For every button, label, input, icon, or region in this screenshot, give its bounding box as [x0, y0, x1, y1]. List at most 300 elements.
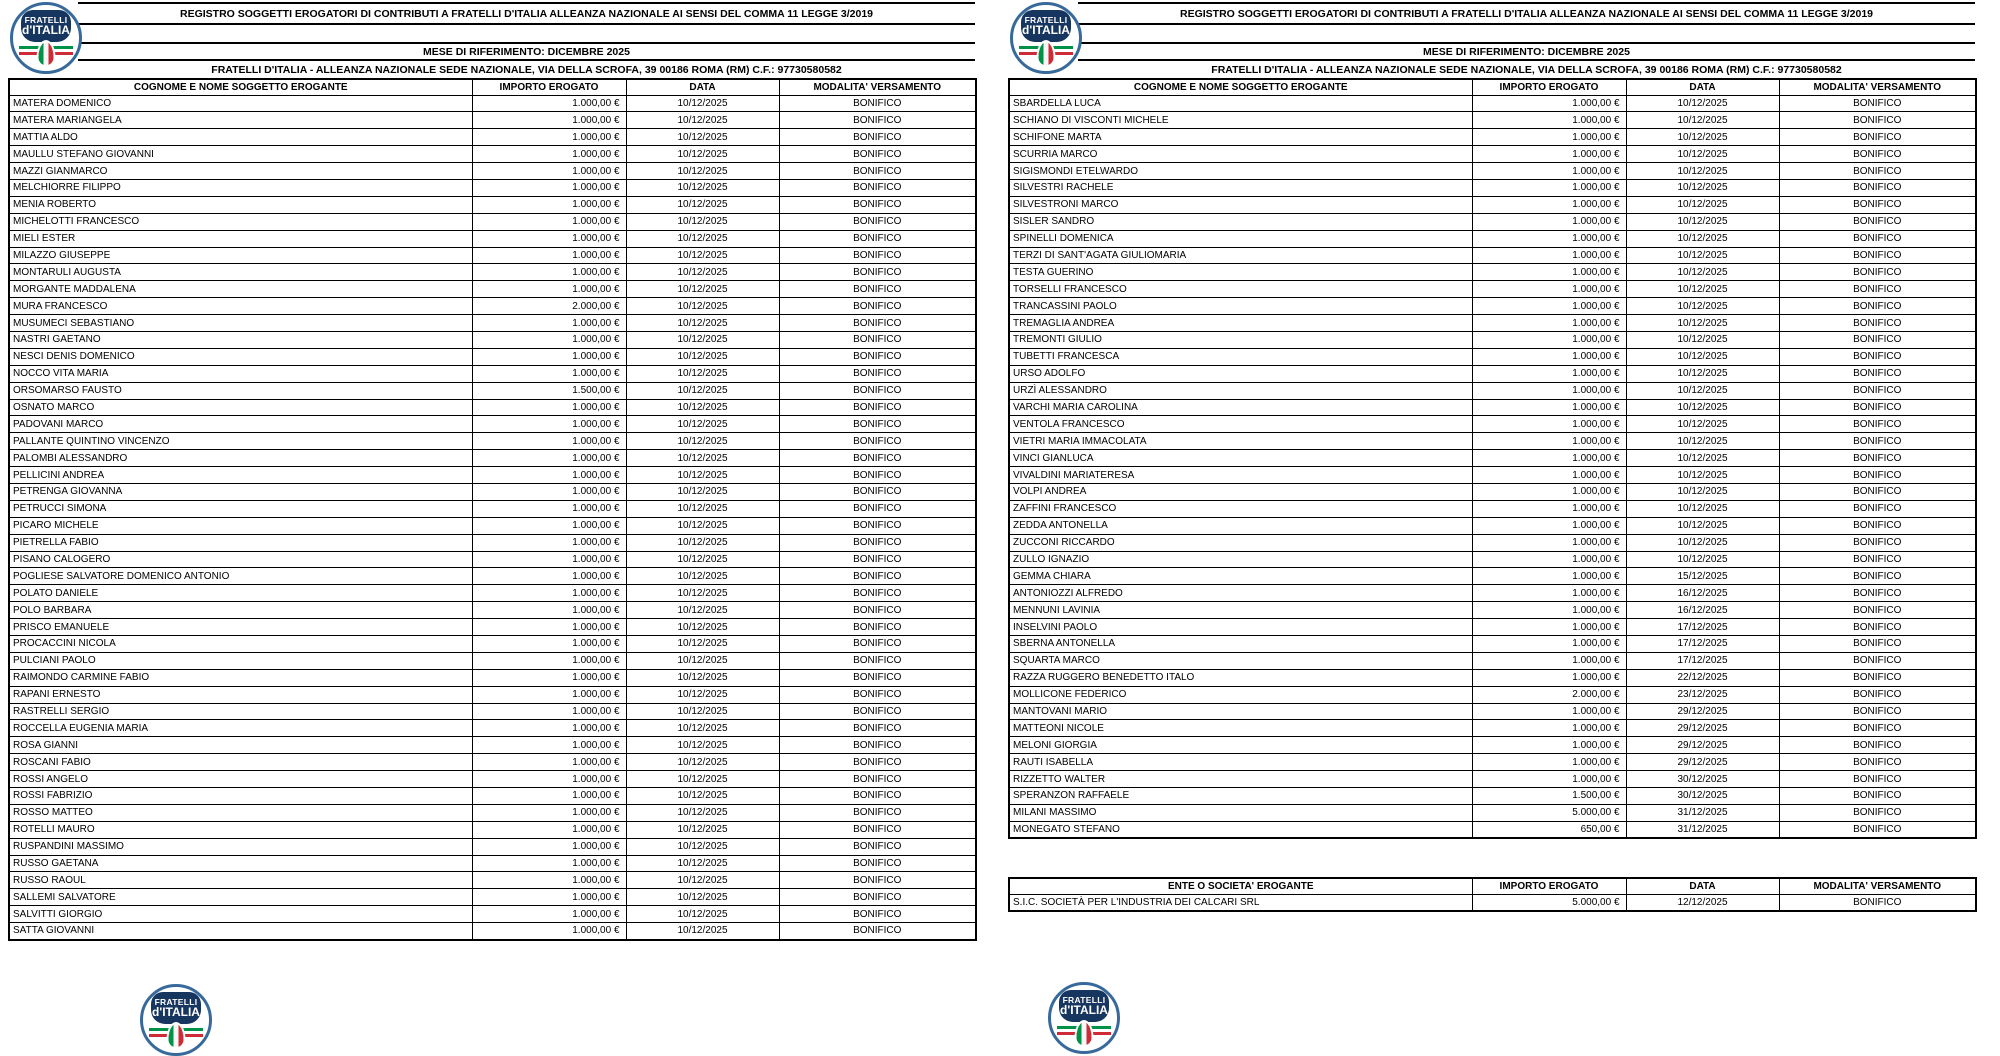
date-cell: 10/12/2025	[626, 348, 779, 365]
date-cell: 15/12/2025	[1626, 568, 1779, 585]
table-row	[1009, 450, 1976, 467]
amount-cell: 1.000,00 €	[1472, 754, 1626, 771]
amount-cell: 1.000,00 €	[1472, 264, 1626, 281]
table-row	[9, 450, 976, 467]
col-header-name: COGNOME E NOME SOGGETTO EROGANTE	[1009, 79, 1472, 95]
amount-cell: 2.000,00 €	[472, 298, 626, 315]
table-row	[1009, 196, 1976, 213]
date-cell: 10/12/2025	[626, 450, 779, 467]
name-cell: PICARO MICHELE	[9, 517, 472, 534]
amount-cell: 1.000,00 €	[1472, 416, 1626, 433]
date-cell: 10/12/2025	[626, 500, 779, 517]
name-cell: PALOMBI ALESSANDRO	[9, 450, 472, 467]
method-cell: BONIFICO	[779, 95, 976, 112]
amount-cell: 1.000,00 €	[472, 247, 626, 264]
name-cell: SBERNA ANTONELLA	[1009, 636, 1472, 653]
amount-cell: 1.000,00 €	[472, 483, 626, 500]
date-cell: 10/12/2025	[626, 196, 779, 213]
method-cell: BONIFICO	[1779, 737, 1976, 754]
amount-cell: 1.000,00 €	[1472, 433, 1626, 450]
date-cell: 10/12/2025	[626, 146, 779, 163]
date-cell: 10/12/2025	[626, 298, 779, 315]
name-cell: MELCHIORRE FILIPPO	[9, 179, 472, 196]
table-row	[1009, 348, 1976, 365]
date-cell: 10/12/2025	[1626, 264, 1779, 281]
method-cell: BONIFICO	[779, 315, 976, 332]
date-cell: 10/12/2025	[1626, 95, 1779, 112]
logo-line2: d'ITALIA	[22, 23, 70, 38]
amount-cell: 1.000,00 €	[472, 551, 626, 568]
date-cell: 10/12/2025	[626, 95, 779, 112]
amount-cell: 1.000,00 €	[472, 703, 626, 720]
date-cell: 10/12/2025	[626, 551, 779, 568]
amount-cell: 1.000,00 €	[472, 906, 626, 923]
method-cell: BONIFICO	[1779, 534, 1976, 551]
method-cell: BONIFICO	[779, 298, 976, 315]
reference-month: MESE DI RIFERIMENTO: DICEMBRE 2025	[78, 44, 975, 61]
table-row	[1009, 281, 1976, 298]
name-cell: VIETRI MARIA IMMACOLATA	[1009, 433, 1472, 450]
name-cell: OSNATO MARCO	[9, 399, 472, 416]
logo-wordmark	[1021, 10, 1071, 42]
date-cell: 10/12/2025	[1626, 331, 1779, 348]
amount-cell: 1.000,00 €	[472, 112, 626, 129]
amount-cell: 1.000,00 €	[472, 889, 626, 906]
amount-cell: 1.000,00 €	[1472, 602, 1626, 619]
amount-cell: 1.000,00 €	[472, 146, 626, 163]
date-cell: 10/12/2025	[1626, 247, 1779, 264]
table-row	[1009, 703, 1976, 720]
method-cell: BONIFICO	[1779, 382, 1976, 399]
date-cell: 10/12/2025	[626, 636, 779, 653]
name-cell: ROSSI ANGELO	[9, 771, 472, 788]
method-cell: BONIFICO	[779, 619, 976, 636]
date-cell: 10/12/2025	[626, 602, 779, 619]
name-cell: PETRUCCI SIMONA	[9, 500, 472, 517]
table-row	[1009, 365, 1976, 382]
method-cell: BONIFICO	[1779, 348, 1976, 365]
table-row	[9, 163, 976, 180]
amount-cell: 1.000,00 €	[1472, 450, 1626, 467]
table-row	[1009, 652, 1976, 669]
name-cell: VIVALDINI MARIATERESA	[1009, 467, 1472, 484]
table-row	[1009, 669, 1976, 686]
date-cell: 10/12/2025	[1626, 129, 1779, 146]
table-row	[1009, 247, 1976, 264]
name-cell: MILANI MASSIMO	[1009, 804, 1472, 821]
method-cell: BONIFICO	[1779, 315, 1976, 332]
name-cell: SISLER SANDRO	[1009, 213, 1472, 230]
amount-cell: 1.000,00 €	[1472, 213, 1626, 230]
table-row	[9, 889, 976, 906]
name-cell: RUSSO RAOUL	[9, 872, 472, 889]
name-cell: SBARDELLA LUCA	[1009, 95, 1472, 112]
name-cell: SATTA GIOVANNI	[9, 923, 472, 940]
method-cell: BONIFICO	[779, 771, 976, 788]
table-row	[9, 416, 976, 433]
method-cell: BONIFICO	[779, 230, 976, 247]
amount-cell: 1.000,00 €	[472, 821, 626, 838]
table-row	[9, 602, 976, 619]
table-row	[1009, 112, 1976, 129]
table-row	[9, 619, 976, 636]
name-cell: INSELVINI PAOLO	[1009, 619, 1472, 636]
table-row	[9, 517, 976, 534]
table-row	[9, 585, 976, 602]
table-row	[9, 500, 976, 517]
amount-cell: 1.000,00 €	[1472, 247, 1626, 264]
method-cell: BONIFICO	[779, 179, 976, 196]
col-header-date: DATA	[1626, 878, 1779, 894]
table-row	[9, 838, 976, 855]
method-cell: BONIFICO	[779, 450, 976, 467]
table-row	[1009, 213, 1976, 230]
method-cell: BONIFICO	[779, 754, 976, 771]
date-cell: 30/12/2025	[1626, 771, 1779, 788]
amount-cell: 1.000,00 €	[472, 737, 626, 754]
name-cell: PELLICINI ANDREA	[9, 467, 472, 484]
date-cell: 10/12/2025	[626, 838, 779, 855]
name-cell: MELONI GIORGIA	[1009, 737, 1472, 754]
name-cell: RAUTI ISABELLA	[1009, 754, 1472, 771]
method-cell: BONIFICO	[1779, 602, 1976, 619]
method-cell: BONIFICO	[1779, 686, 1976, 703]
name-cell: GEMMA CHIARA	[1009, 568, 1472, 585]
method-cell: BONIFICO	[779, 213, 976, 230]
name-cell: ROTELLI MAURO	[9, 821, 472, 838]
table-row	[9, 230, 976, 247]
amount-cell: 1.000,00 €	[472, 213, 626, 230]
table-row	[1009, 619, 1976, 636]
amount-cell: 1.000,00 €	[1472, 95, 1626, 112]
reference-month: MESE DI RIFERIMENTO: DICEMBRE 2025	[1078, 44, 1975, 61]
name-cell: MICHELOTTI FRANCESCO	[9, 213, 472, 230]
amount-cell: 5.000,00 €	[1472, 894, 1626, 911]
method-cell: BONIFICO	[779, 146, 976, 163]
method-cell: BONIFICO	[779, 331, 976, 348]
name-cell: ZUCCONI RICCARDO	[1009, 534, 1472, 551]
method-cell: BONIFICO	[779, 163, 976, 180]
name-cell: SPERANZON RAFFAELE	[1009, 788, 1472, 805]
table-row	[1009, 399, 1976, 416]
name-cell: MIELI ESTER	[9, 230, 472, 247]
date-cell: 10/12/2025	[626, 129, 779, 146]
amount-cell: 1.000,00 €	[472, 433, 626, 450]
date-cell: 10/12/2025	[1626, 467, 1779, 484]
method-cell: BONIFICO	[779, 788, 976, 805]
donors-table-left	[8, 78, 977, 941]
name-cell: ROSCANI FABIO	[9, 754, 472, 771]
name-cell: SALVITTI GIORGIO	[9, 906, 472, 923]
amount-cell: 1.000,00 €	[1472, 399, 1626, 416]
name-cell: ROSSI FABRIZIO	[9, 788, 472, 805]
method-cell: BONIFICO	[1779, 703, 1976, 720]
table-row	[9, 737, 976, 754]
registry-title: REGISTRO SOGGETTI EROGATORI DI CONTRIBUTI A FRATELLI D'ITALIA ALLEANZA NAZIONALE AI SENSI DEL COMMA 11 LEGGE 3/2019	[78, 2, 975, 25]
table-row	[9, 568, 976, 585]
method-cell: BONIFICO	[1779, 788, 1976, 805]
table-row	[1009, 331, 1976, 348]
name-cell: URSO ADOLFO	[1009, 365, 1472, 382]
method-cell: BONIFICO	[1779, 720, 1976, 737]
date-cell: 10/12/2025	[626, 213, 779, 230]
date-cell: 10/12/2025	[626, 230, 779, 247]
method-cell: BONIFICO	[1779, 213, 1976, 230]
table-row	[1009, 534, 1976, 551]
amount-cell: 1.000,00 €	[1472, 129, 1626, 146]
date-cell: 10/12/2025	[1626, 483, 1779, 500]
date-cell: 10/12/2025	[1626, 315, 1779, 332]
table-row	[9, 636, 976, 653]
date-cell: 10/12/2025	[626, 163, 779, 180]
amount-cell: 1.000,00 €	[1472, 382, 1626, 399]
date-cell: 10/12/2025	[1626, 213, 1779, 230]
amount-cell: 1.000,00 €	[472, 686, 626, 703]
table-row	[9, 467, 976, 484]
method-cell: BONIFICO	[1779, 636, 1976, 653]
date-cell: 10/12/2025	[626, 264, 779, 281]
amount-cell: 1.000,00 €	[472, 788, 626, 805]
name-cell: SCURRIA MARCO	[1009, 146, 1472, 163]
date-cell: 16/12/2025	[1626, 585, 1779, 602]
name-cell: PADOVANI MARCO	[9, 416, 472, 433]
date-cell: 10/12/2025	[626, 568, 779, 585]
name-cell: SALLEMI SALVATORE	[9, 889, 472, 906]
col-header-date: DATA	[626, 79, 779, 95]
section-spacer	[1008, 839, 1975, 877]
method-cell: BONIFICO	[779, 534, 976, 551]
method-cell: BONIFICO	[779, 737, 976, 754]
date-cell: 10/12/2025	[626, 517, 779, 534]
amount-cell: 1.000,00 €	[472, 399, 626, 416]
date-cell: 10/12/2025	[626, 619, 779, 636]
name-cell: TRANCASSINI PAOLO	[1009, 298, 1472, 315]
amount-cell: 2.000,00 €	[1472, 686, 1626, 703]
amount-cell: 1.000,00 €	[1472, 331, 1626, 348]
table-row	[9, 855, 976, 872]
date-cell: 30/12/2025	[1626, 788, 1779, 805]
registry-title: REGISTRO SOGGETTI EROGATORI DI CONTRIBUTI A FRATELLI D'ITALIA ALLEANZA NAZIONALE AI SENSI DEL COMMA 11 LEGGE 3/2019	[1078, 2, 1975, 25]
table-row	[9, 534, 976, 551]
name-cell: MILAZZO GIUSEPPE	[9, 247, 472, 264]
table-row	[9, 382, 976, 399]
table-row	[1009, 804, 1976, 821]
table-row	[1009, 821, 1976, 838]
method-cell: BONIFICO	[779, 264, 976, 281]
name-cell: RASTRELLI SERGIO	[9, 703, 472, 720]
method-cell: BONIFICO	[779, 652, 976, 669]
table-row	[1009, 788, 1976, 805]
table-row	[9, 720, 976, 737]
name-cell: URZÌ ALESSANDRO	[1009, 382, 1472, 399]
name-cell: SCHIANO DI VISCONTI MICHELE	[1009, 112, 1472, 129]
amount-cell: 1.000,00 €	[472, 720, 626, 737]
name-cell: MANTOVANI MARIO	[1009, 703, 1472, 720]
amount-cell: 1.000,00 €	[472, 771, 626, 788]
method-cell: BONIFICO	[779, 720, 976, 737]
date-cell: 10/12/2025	[626, 534, 779, 551]
method-cell: BONIFICO	[779, 348, 976, 365]
table-row	[1009, 467, 1976, 484]
date-cell: 22/12/2025	[1626, 669, 1779, 686]
table-row	[9, 315, 976, 332]
method-cell: BONIFICO	[1779, 196, 1976, 213]
method-cell: BONIFICO	[1779, 416, 1976, 433]
amount-cell: 1.000,00 €	[472, 95, 626, 112]
table-row	[9, 281, 976, 298]
header-spacer	[1078, 25, 1975, 44]
name-cell: MOLLICONE FEDERICO	[1009, 686, 1472, 703]
table-header-row	[9, 79, 976, 95]
date-cell: 29/12/2025	[1626, 754, 1779, 771]
table-row	[1009, 230, 1976, 247]
entities-table	[1008, 877, 1977, 912]
name-cell: VINCI GIANLUCA	[1009, 450, 1472, 467]
method-cell: BONIFICO	[1779, 129, 1976, 146]
col-header-name: COGNOME E NOME SOGGETTO EROGANTE	[9, 79, 472, 95]
table-row	[9, 129, 976, 146]
table-row	[9, 821, 976, 838]
col-header-method: MODALITA' VERSAMENTO	[1779, 878, 1976, 894]
date-cell: 10/12/2025	[626, 483, 779, 500]
amount-cell: 1.000,00 €	[1472, 636, 1626, 653]
name-cell: POLO BARBARA	[9, 602, 472, 619]
method-cell: BONIFICO	[1779, 247, 1976, 264]
date-cell: 10/12/2025	[626, 737, 779, 754]
date-cell: 29/12/2025	[1626, 703, 1779, 720]
name-cell: S.I.C. SOCIETÀ PER L'INDUSTRIA DEI CALCARI SRL	[1009, 894, 1472, 911]
name-cell: ORSOMARSO FAUSTO	[9, 382, 472, 399]
date-cell: 10/12/2025	[1626, 365, 1779, 382]
name-cell: TUBETTI FRANCESCA	[1009, 348, 1472, 365]
amount-cell: 1.000,00 €	[472, 416, 626, 433]
name-cell: MAULLU STEFANO GIOVANNI	[9, 146, 472, 163]
name-cell: TORSELLI FRANCESCO	[1009, 281, 1472, 298]
table-row	[1009, 129, 1976, 146]
table-row	[9, 771, 976, 788]
method-cell: BONIFICO	[779, 602, 976, 619]
fratelli-italia-logo	[10, 2, 82, 74]
amount-cell: 1.000,00 €	[472, 281, 626, 298]
method-cell: BONIFICO	[1779, 821, 1976, 838]
method-cell: BONIFICO	[779, 585, 976, 602]
name-cell: MATTEONI NICOLE	[1009, 720, 1472, 737]
name-cell: TERZI DI SANT'AGATA GIULIOMARIA	[1009, 247, 1472, 264]
amount-cell: 1.000,00 €	[1472, 551, 1626, 568]
method-cell: BONIFICO	[779, 281, 976, 298]
method-cell: BONIFICO	[1779, 467, 1976, 484]
name-cell: NOCCO VITA MARIA	[9, 365, 472, 382]
name-cell: SCHIFONE MARTA	[1009, 129, 1472, 146]
name-cell: VARCHI MARIA CAROLINA	[1009, 399, 1472, 416]
amount-cell: 1.000,00 €	[472, 754, 626, 771]
logo-line2: d'ITALIA	[1022, 23, 1070, 38]
name-cell: PRISCO EMANUELE	[9, 619, 472, 636]
amount-cell: 1.000,00 €	[472, 196, 626, 213]
amount-cell: 1.000,00 €	[472, 534, 626, 551]
amount-cell: 1.000,00 €	[1472, 163, 1626, 180]
amount-cell: 1.000,00 €	[1472, 230, 1626, 247]
amount-cell: 1.000,00 €	[1472, 737, 1626, 754]
method-cell: BONIFICO	[1779, 433, 1976, 450]
method-cell: BONIFICO	[1779, 754, 1976, 771]
table-row	[9, 788, 976, 805]
name-cell: PULCIANI PAOLO	[9, 652, 472, 669]
method-cell: BONIFICO	[779, 568, 976, 585]
date-cell: 10/12/2025	[626, 669, 779, 686]
date-cell: 10/12/2025	[626, 281, 779, 298]
amount-cell: 1.000,00 €	[1472, 196, 1626, 213]
date-cell: 10/12/2025	[626, 788, 779, 805]
table-row	[9, 348, 976, 365]
method-cell: BONIFICO	[1779, 450, 1976, 467]
method-cell: BONIFICO	[779, 247, 976, 264]
amount-cell: 1.000,00 €	[1472, 146, 1626, 163]
table-row	[9, 433, 976, 450]
method-cell: BONIFICO	[1779, 365, 1976, 382]
amount-cell: 1.000,00 €	[472, 619, 626, 636]
amount-cell: 1.000,00 €	[472, 129, 626, 146]
method-cell: BONIFICO	[1779, 500, 1976, 517]
method-cell: BONIFICO	[1779, 264, 1976, 281]
method-cell: BONIFICO	[1779, 230, 1976, 247]
amount-cell: 1.000,00 €	[1472, 703, 1626, 720]
col-header-method: MODALITA' VERSAMENTO	[779, 79, 976, 95]
table-row	[9, 551, 976, 568]
name-cell: POLATO DANIELE	[9, 585, 472, 602]
date-cell: 10/12/2025	[626, 585, 779, 602]
amount-cell: 1.000,00 €	[1472, 467, 1626, 484]
table-row	[1009, 95, 1976, 112]
date-cell: 10/12/2025	[1626, 416, 1779, 433]
table-row	[1009, 551, 1976, 568]
method-cell: BONIFICO	[1779, 771, 1976, 788]
table-row	[9, 213, 976, 230]
method-cell: BONIFICO	[1779, 517, 1976, 534]
name-cell: PROCACCINI NICOLA	[9, 636, 472, 653]
method-cell: BONIFICO	[779, 703, 976, 720]
date-cell: 10/12/2025	[1626, 163, 1779, 180]
table-row	[1009, 754, 1976, 771]
name-cell: PISANO CALOGERO	[9, 551, 472, 568]
next-page-logo-partial: FRATELLI d'ITALIA	[140, 984, 212, 1056]
amount-cell: 650,00 €	[1472, 821, 1626, 838]
col-header-amount: IMPORTO EROGATO	[472, 79, 626, 95]
date-cell: 12/12/2025	[1626, 894, 1779, 911]
date-cell: 10/12/2025	[1626, 551, 1779, 568]
name-cell: MATERA DOMENICO	[9, 95, 472, 112]
name-cell: PALLANTE QUINTINO VINCENZO	[9, 433, 472, 450]
date-cell: 10/12/2025	[626, 804, 779, 821]
date-cell: 10/12/2025	[626, 889, 779, 906]
method-cell: BONIFICO	[1779, 95, 1976, 112]
table-row	[1009, 264, 1976, 281]
table-row	[1009, 568, 1976, 585]
amount-cell: 1.000,00 €	[1472, 112, 1626, 129]
table-row	[1009, 315, 1976, 332]
date-cell: 31/12/2025	[1626, 821, 1779, 838]
amount-cell: 1.000,00 €	[472, 652, 626, 669]
name-cell: PETRENGA GIOVANNA	[9, 483, 472, 500]
amount-cell: 1.000,00 €	[472, 602, 626, 619]
fratelli-italia-logo	[1010, 2, 1082, 74]
amount-cell: 1.000,00 €	[1472, 720, 1626, 737]
col-header-amount: IMPORTO EROGATO	[1472, 878, 1626, 894]
date-cell: 10/12/2025	[1626, 450, 1779, 467]
amount-cell: 1.000,00 €	[1472, 500, 1626, 517]
date-cell: 10/12/2025	[1626, 399, 1779, 416]
table-row	[1009, 894, 1976, 911]
